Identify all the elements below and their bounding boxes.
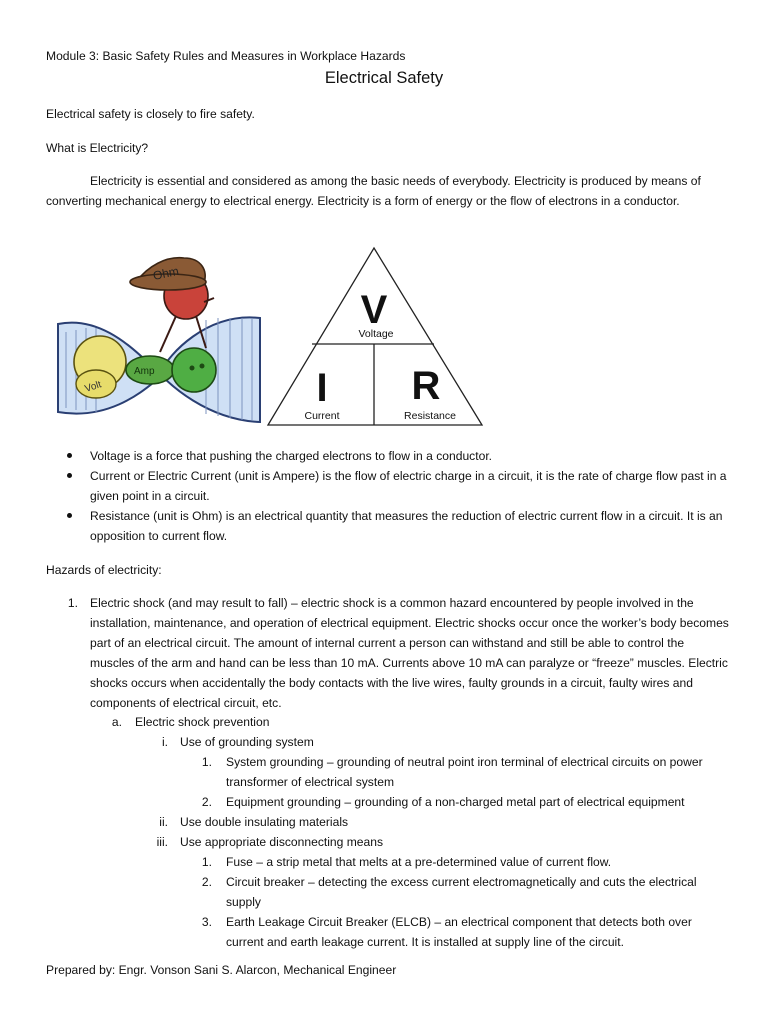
- list-letter: a.: [111, 715, 122, 729]
- list-number: 2.: [201, 875, 212, 889]
- resistance-letter: R: [411, 364, 441, 408]
- bullet-dot: [67, 473, 72, 478]
- list-number: 2.: [201, 795, 212, 809]
- hazards-heading: Hazards of electricity:: [46, 563, 162, 577]
- ohms-law-triangle: [264, 244, 486, 428]
- hazard-electric-shock: Electric shock (and may result to fall) – electric shock is a common hazard encountered by people involved in the installation, maintenance, and operation of electrical equipment. Electric shocks occur once the worker’s body becomes part of an electrical circuit. The amount of internal current a person can withstand and still be able to control the muscles of the arm and hand can be less than 10 mA. Currents above 10 mA can paralyze or “freeze” muscles. Electric shocks occurs when accidentally the body contacts with the live wires, faulty grounds in a circuit, faulty wires and components of electrical circuit, etc.: [90, 596, 729, 710]
- current-label: Current: [304, 410, 340, 422]
- list-item: Current or Electric Current (unit is Ampere) is the flow of electric charge in a circuit, it is the rate of charge flow past in a given point in a circuit.: [90, 469, 727, 503]
- voltage-label: Voltage: [358, 328, 394, 340]
- volt-label: Volt: [83, 379, 103, 395]
- list-number: 3.: [201, 915, 212, 929]
- ohm-label: Ohm: [151, 263, 181, 283]
- module-heading: Module 3: Basic Safety Rules and Measures in Workplace Hazards: [46, 49, 406, 63]
- system-grounding-item: System grounding – grounding of neutral point iron terminal of electrical circuits on power transformer of electrical system: [226, 755, 703, 789]
- elcb-item: Earth Leakage Circuit Breaker (ELCB) – an electrical component that detects both over current and earth leakage current. It is installed at supply line of the circuit.: [226, 915, 692, 949]
- voltage-letter: V: [360, 288, 388, 332]
- list-number: 1.: [67, 596, 78, 610]
- bullet-dot: [67, 453, 72, 458]
- fuse-item: Fuse – a strip metal that melts at a pre-determined value of current flow.: [226, 855, 612, 869]
- prepared-by: Prepared by: Engr. Vonson Sani S. Alarcon, Mechanical Engineer: [46, 963, 397, 977]
- amp-label: Amp: [134, 366, 155, 377]
- circuit-breaker-item: Circuit breaker – detecting the excess current electromagnetically and cuts the electrical supply: [226, 875, 697, 909]
- prevention-heading: Electric shock prevention: [135, 715, 270, 729]
- disconnecting-means-item: Use appropriate disconnecting means: [180, 835, 384, 849]
- page-title: Electrical Safety: [324, 69, 444, 87]
- bullet-dot: [67, 513, 72, 518]
- roman-marker: iii.: [156, 835, 168, 849]
- current-letter: I: [316, 366, 328, 410]
- resistance-label: Resistance: [404, 410, 456, 422]
- equipment-grounding-item: Equipment grounding – grounding of a non-charged metal part of electrical equipment: [226, 795, 685, 809]
- double-insulation-item: Use double insulating materials: [180, 815, 349, 829]
- list-number: 1.: [201, 755, 212, 769]
- grounding-system-item: Use of grounding system: [180, 735, 314, 749]
- roman-marker: ii.: [159, 815, 168, 829]
- intro-line: Electrical safety is closely to fire safety.: [46, 107, 255, 121]
- list-item: Voltage is a force that pushing the charged electrons to flow in a conductor.: [90, 449, 493, 463]
- ohm-law-cartoon-illustration: [56, 252, 262, 424]
- roman-marker: i.: [161, 735, 168, 749]
- list-number: 1.: [201, 855, 212, 869]
- intro-paragraph: Electricity is essential and considered as among the basic needs of everybody. Electricity is produced by means of converting mechanical energy to electrical energy. Electricity is a form of energy or the flow of electrons in a conductor.: [46, 174, 701, 208]
- section-question: What is Electricity?: [46, 141, 149, 155]
- list-item: Resistance (unit is Ohm) is an electrical quantity that measures the reduction of electric current flow in a circuit. It is an opposition to current flow.: [90, 509, 723, 543]
